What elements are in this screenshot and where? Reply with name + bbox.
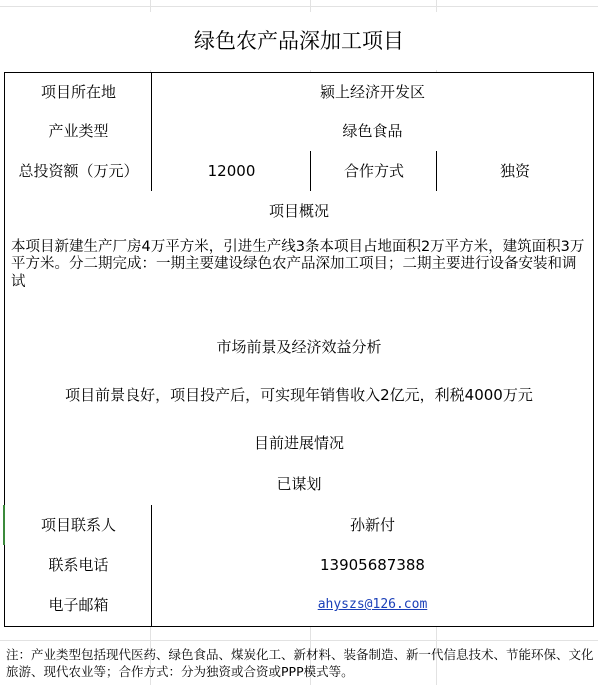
location-value[interactable]: 颍上经济开发区	[151, 72, 594, 112]
market-text[interactable]: 项目前景良好，项目投产后，可实现年销售收入2亿元，利税4000万元	[4, 367, 594, 424]
investment-label: 总投资额（万元）	[4, 151, 152, 192]
market-heading: 市场前景及经济效益分析	[4, 327, 594, 368]
phone-value[interactable]: 13905687388	[151, 545, 594, 586]
investment-value[interactable]: 12000	[151, 151, 311, 192]
progress-text[interactable]: 已谋划	[4, 464, 594, 506]
email-link[interactable]: ahyszs@126.com	[317, 597, 428, 613]
page-title: 绿色农产品深加工项目	[4, 12, 594, 70]
location-label: 项目所在地	[4, 72, 152, 112]
industry-label: 产业类型	[4, 111, 152, 152]
grid-line	[0, 6, 598, 7]
progress-heading: 目前进展情况	[4, 423, 594, 465]
contact-person-label: 项目联系人	[4, 505, 152, 546]
industry-value[interactable]: 绿色食品	[151, 111, 594, 152]
overview-heading: 项目概况	[4, 191, 594, 232]
cooperation-label: 合作方式	[310, 151, 437, 192]
selection-indicator	[3, 505, 5, 545]
footnote: 注：产业类型包括现代医药、绿色食品、煤炭化工、新材料、装备制造、新一代信息技术、节能环保、文化旅游、现代农业等；合作方式：分为独资或合资或PPP模式等。	[6, 647, 594, 679]
grid-line	[0, 640, 598, 641]
email-value	[151, 585, 594, 627]
phone-label: 联系电话	[4, 545, 152, 586]
cooperation-value[interactable]: 独资	[436, 151, 594, 192]
email-label: 电子邮箱	[4, 585, 152, 627]
overview-text[interactable]: 本项目新建生产厂房4万平方米，引进生产线3条本项目占地面积2万平方米，建筑面积3万平方米。分二期完成：一期主要建设绿色农产品深加工项目；二期主要进行设备安装和调试	[4, 231, 594, 328]
contact-person-value[interactable]: 孙新付	[151, 505, 594, 546]
